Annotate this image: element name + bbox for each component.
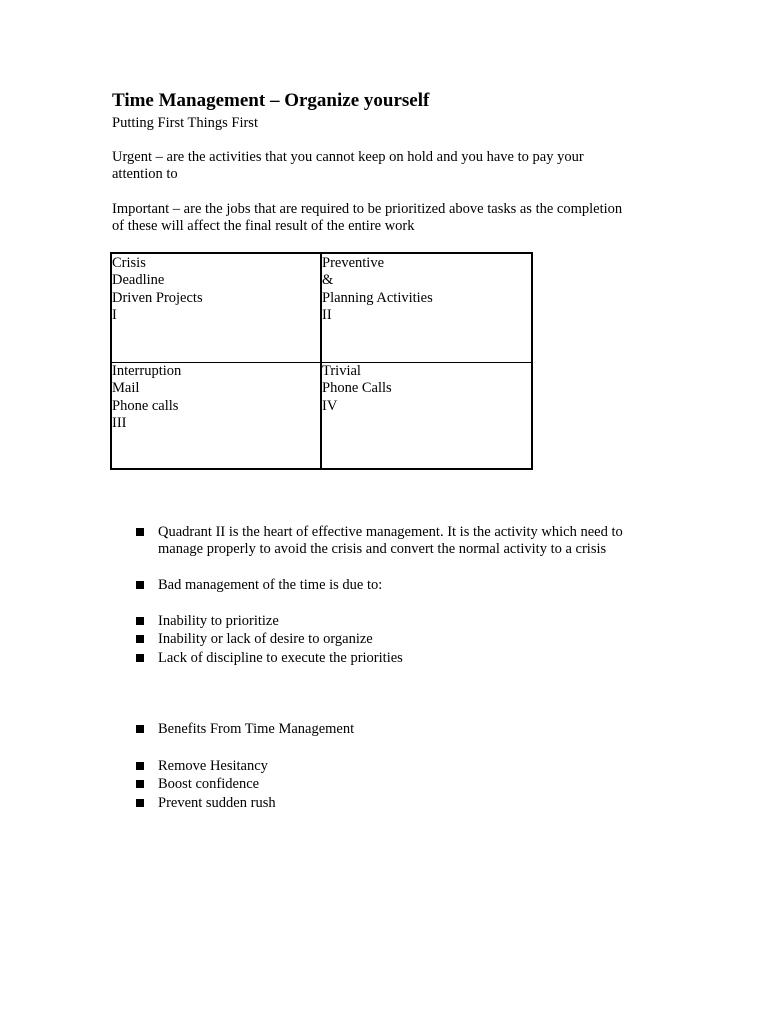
quadrant-1 xyxy=(112,254,322,362)
bullet-square-icon xyxy=(136,581,144,589)
bullet-text: Quadrant II is the heart of effective management. It is the activity which need to xyxy=(158,524,623,540)
bullet-text: Lack of discipline to execute the priorities xyxy=(158,650,403,666)
document-title: Time Management – Organize yourself xyxy=(112,90,430,111)
quadrant-2 xyxy=(322,254,531,362)
bullet-square-icon xyxy=(136,654,144,662)
quadrant-1-line: Deadline xyxy=(112,272,165,289)
quadrant-2-label: II xyxy=(322,306,332,323)
bullet-text: Boost confidence xyxy=(158,776,260,792)
quadrant-3-line: Mail xyxy=(112,380,140,397)
bullet-square-icon xyxy=(136,617,144,625)
quadrant-1-label: I xyxy=(112,306,117,323)
bullet-text: Bad management of the time is due to: xyxy=(158,577,383,593)
quadrant-1-line: Driven Projects xyxy=(112,289,203,306)
quadrant-2-line: Preventive xyxy=(322,255,385,271)
bullet-square-icon xyxy=(136,528,144,536)
bullet-text: Prevent sudden rush xyxy=(158,795,276,811)
bullet-square-icon xyxy=(136,780,144,788)
time-management-matrix xyxy=(110,252,533,470)
quadrant-4-line: Phone Calls xyxy=(322,380,392,397)
important-line-1: Important – are the jobs that are required to be prioritized above tasks as the completion xyxy=(112,201,623,217)
bullet-square-icon xyxy=(136,725,144,733)
quadrant-3 xyxy=(112,362,322,468)
quadrant-1-line: Crisis xyxy=(112,255,146,271)
quadrant-4 xyxy=(322,362,531,468)
bullet-text: Inability or lack of desire to organize xyxy=(158,631,373,647)
quadrant-4-label: IV xyxy=(322,397,338,414)
urgent-line-1: Urgent – are the activities that you cannot keep on hold and you have to pay your xyxy=(112,149,584,165)
quadrant-3-line: Phone calls xyxy=(112,397,179,414)
document-subtitle: Putting First Things First xyxy=(112,115,258,131)
urgent-definition xyxy=(112,149,672,183)
bullet-square-icon xyxy=(136,635,144,643)
bullet-square-icon xyxy=(136,762,144,770)
bullet-text: Remove Hesitancy xyxy=(158,758,268,774)
bullet-square-icon xyxy=(136,799,144,807)
quadrant-2-line: Planning Activities xyxy=(322,289,433,306)
bullet-text: manage properly to avoid the crisis and convert the normal activity to a crisis xyxy=(158,541,607,557)
quadrant-3-label: III xyxy=(112,414,127,431)
important-line-2: of these will affect the final result of the entire work xyxy=(112,218,415,234)
bullet-text: Inability to prioritize xyxy=(158,613,279,629)
quadrant-2-line: & xyxy=(322,272,334,289)
important-definition xyxy=(112,201,672,235)
quadrant-4-line: Trivial xyxy=(322,363,361,379)
bullet-text: Benefits From Time Management xyxy=(158,721,355,737)
quadrant-3-line: Interruption xyxy=(112,363,182,379)
urgent-line-2: attention to xyxy=(112,166,178,182)
